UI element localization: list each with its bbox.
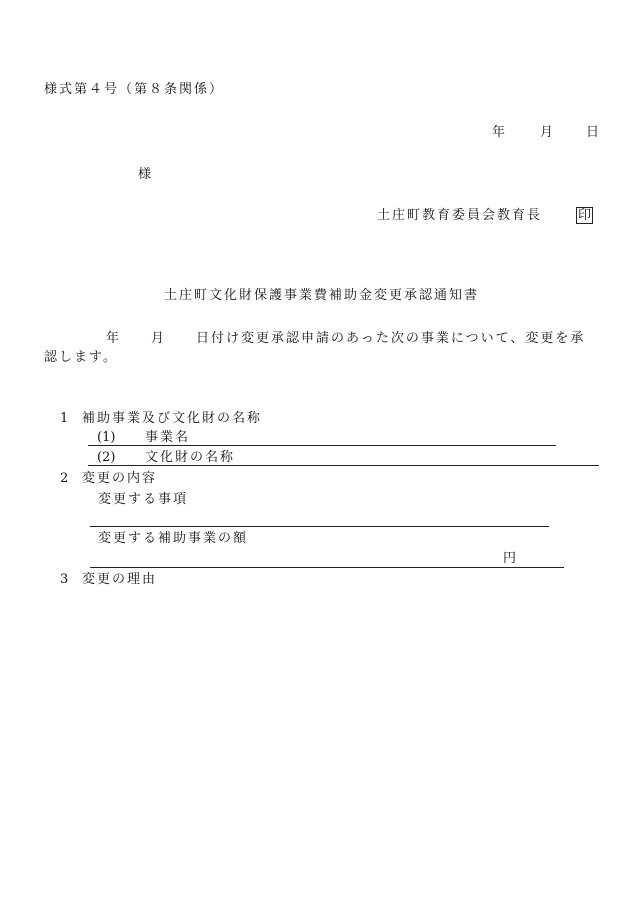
date-month: 月	[540, 125, 554, 140]
date-day: 日	[586, 125, 600, 140]
document-title: 土庄町文化財保護事業費補助金変更承認通知書	[164, 288, 480, 303]
item-1-number: 1	[60, 411, 69, 426]
item-1-sub2-label: 文化財の名称	[145, 450, 236, 465]
item-1-sub2-underline	[88, 465, 599, 466]
change-amount-line	[90, 567, 564, 568]
change-item-line	[90, 526, 549, 527]
item-1-sub1-underline	[88, 445, 556, 446]
item-1-label: 補助事業及び文化財の名称	[82, 411, 263, 426]
date-year: 年	[492, 125, 506, 140]
item-1-sub2-number: (2)	[97, 450, 116, 465]
body-month: 月	[151, 331, 165, 346]
item-3-label: 変更の理由	[82, 572, 158, 587]
body-line2: 認します。	[44, 350, 118, 365]
item-1-sub1-number: (1)	[97, 430, 116, 445]
item-2-label: 変更の内容	[82, 471, 158, 486]
body-line1-rest: 日付け変更承認申請のあった次の事業について、変更を承	[196, 331, 586, 346]
change-item-label: 変更する事項	[98, 492, 189, 507]
item-3-number: 3	[60, 572, 69, 587]
addressee-honorific: 様	[138, 167, 152, 182]
seal-text: 印	[578, 208, 592, 223]
sender-name: 土庄町教育委員会教育長	[377, 208, 543, 223]
item-1-sub1-label: 事業名	[145, 430, 191, 445]
item-2-number: 2	[60, 471, 69, 486]
seal-mark	[576, 207, 593, 224]
body-year: 年	[106, 331, 120, 346]
change-amount-label: 変更する補助事業の額	[98, 531, 249, 546]
form-number: 様式第４号（第８条関係）	[44, 82, 225, 97]
currency-unit: 円	[503, 551, 517, 566]
